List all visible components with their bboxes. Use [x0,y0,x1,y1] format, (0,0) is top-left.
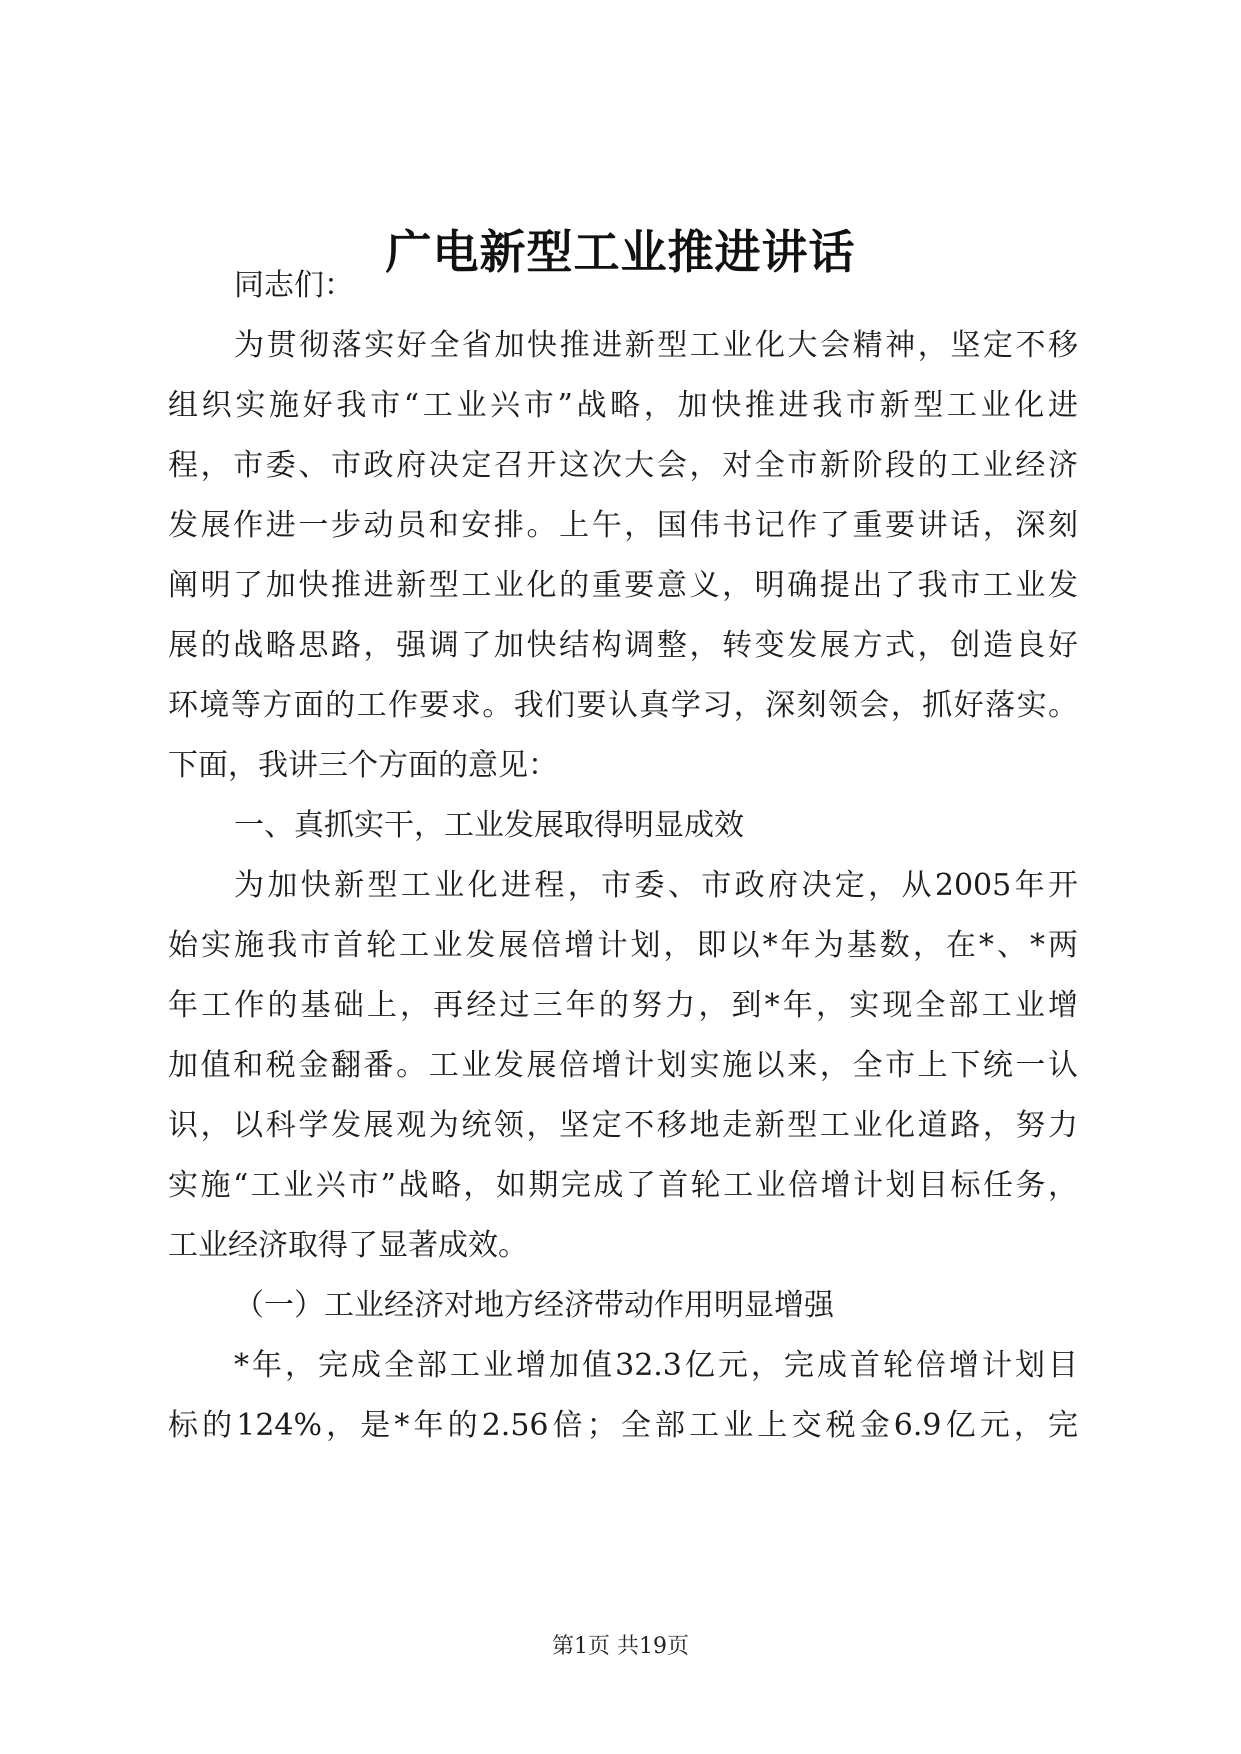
body-line: 发展作进一步动员和安排。上午，国伟书记作了重要讲话，深刻 [168,508,1078,543]
page-number-footer: 第1页 共19页 [552,1634,689,1659]
salutation-line: 同志们： [234,268,354,303]
body-line: 下面，我讲三个方面的意见： [168,748,558,783]
document-title: 广电新型工业推进讲话 [385,225,856,279]
body-line: 展的战略思路，强调了加快结构调整，转变发展方式，创造良好 [168,628,1078,663]
body-line: 工业经济取得了显著成效。 [168,1228,528,1263]
body-line: 年工作的基础上，再经过三年的努力，到*年，实现全部工业增 [168,988,1078,1023]
body-line: 为加快新型工业化进程，市委、市政府决定，从2005年开 [234,868,1078,903]
body-line: 程，市委、市政府决定召开这次大会，对全市新阶段的工业经济 [168,448,1078,483]
body-line: 标的124%，是*年的2.56倍；全部工业上交税金6.9亿元，完 [168,1408,1078,1443]
body-line: 加值和税金翻番。工业发展倍增计划实施以来，全市上下统一认 [168,1048,1078,1083]
body-line: 组织实施好我市“工业兴市”战略，加快推进我市新型工业化进 [168,388,1078,423]
body-line: 环境等方面的工作要求。我们要认真学习，深刻领会，抓好落实。 [168,688,1078,723]
section-heading: 一、真抓实干，工业发展取得明显成效 [234,808,744,843]
body-line: *年，完成全部工业增加值32.3亿元，完成首轮倍增计划目 [234,1348,1078,1383]
body-line: 识，以科学发展观为统领，坚定不移地走新型工业化道路，努力 [168,1108,1078,1143]
body-line: 阐明了加快推进新型工业化的重要意义，明确提出了我市工业发 [168,568,1078,603]
subsection-heading: （一）工业经济对地方经济带动作用明显增强 [234,1288,834,1323]
body-line: 为贯彻落实好全省加快推进新型工业化大会精神，坚定不移 [234,328,1078,363]
body-line: 实施“工业兴市”战略，如期完成了首轮工业倍增计划目标任务， [168,1168,1078,1203]
body-line: 始实施我市首轮工业发展倍增计划，即以*年为基数，在*、*两 [168,928,1078,963]
